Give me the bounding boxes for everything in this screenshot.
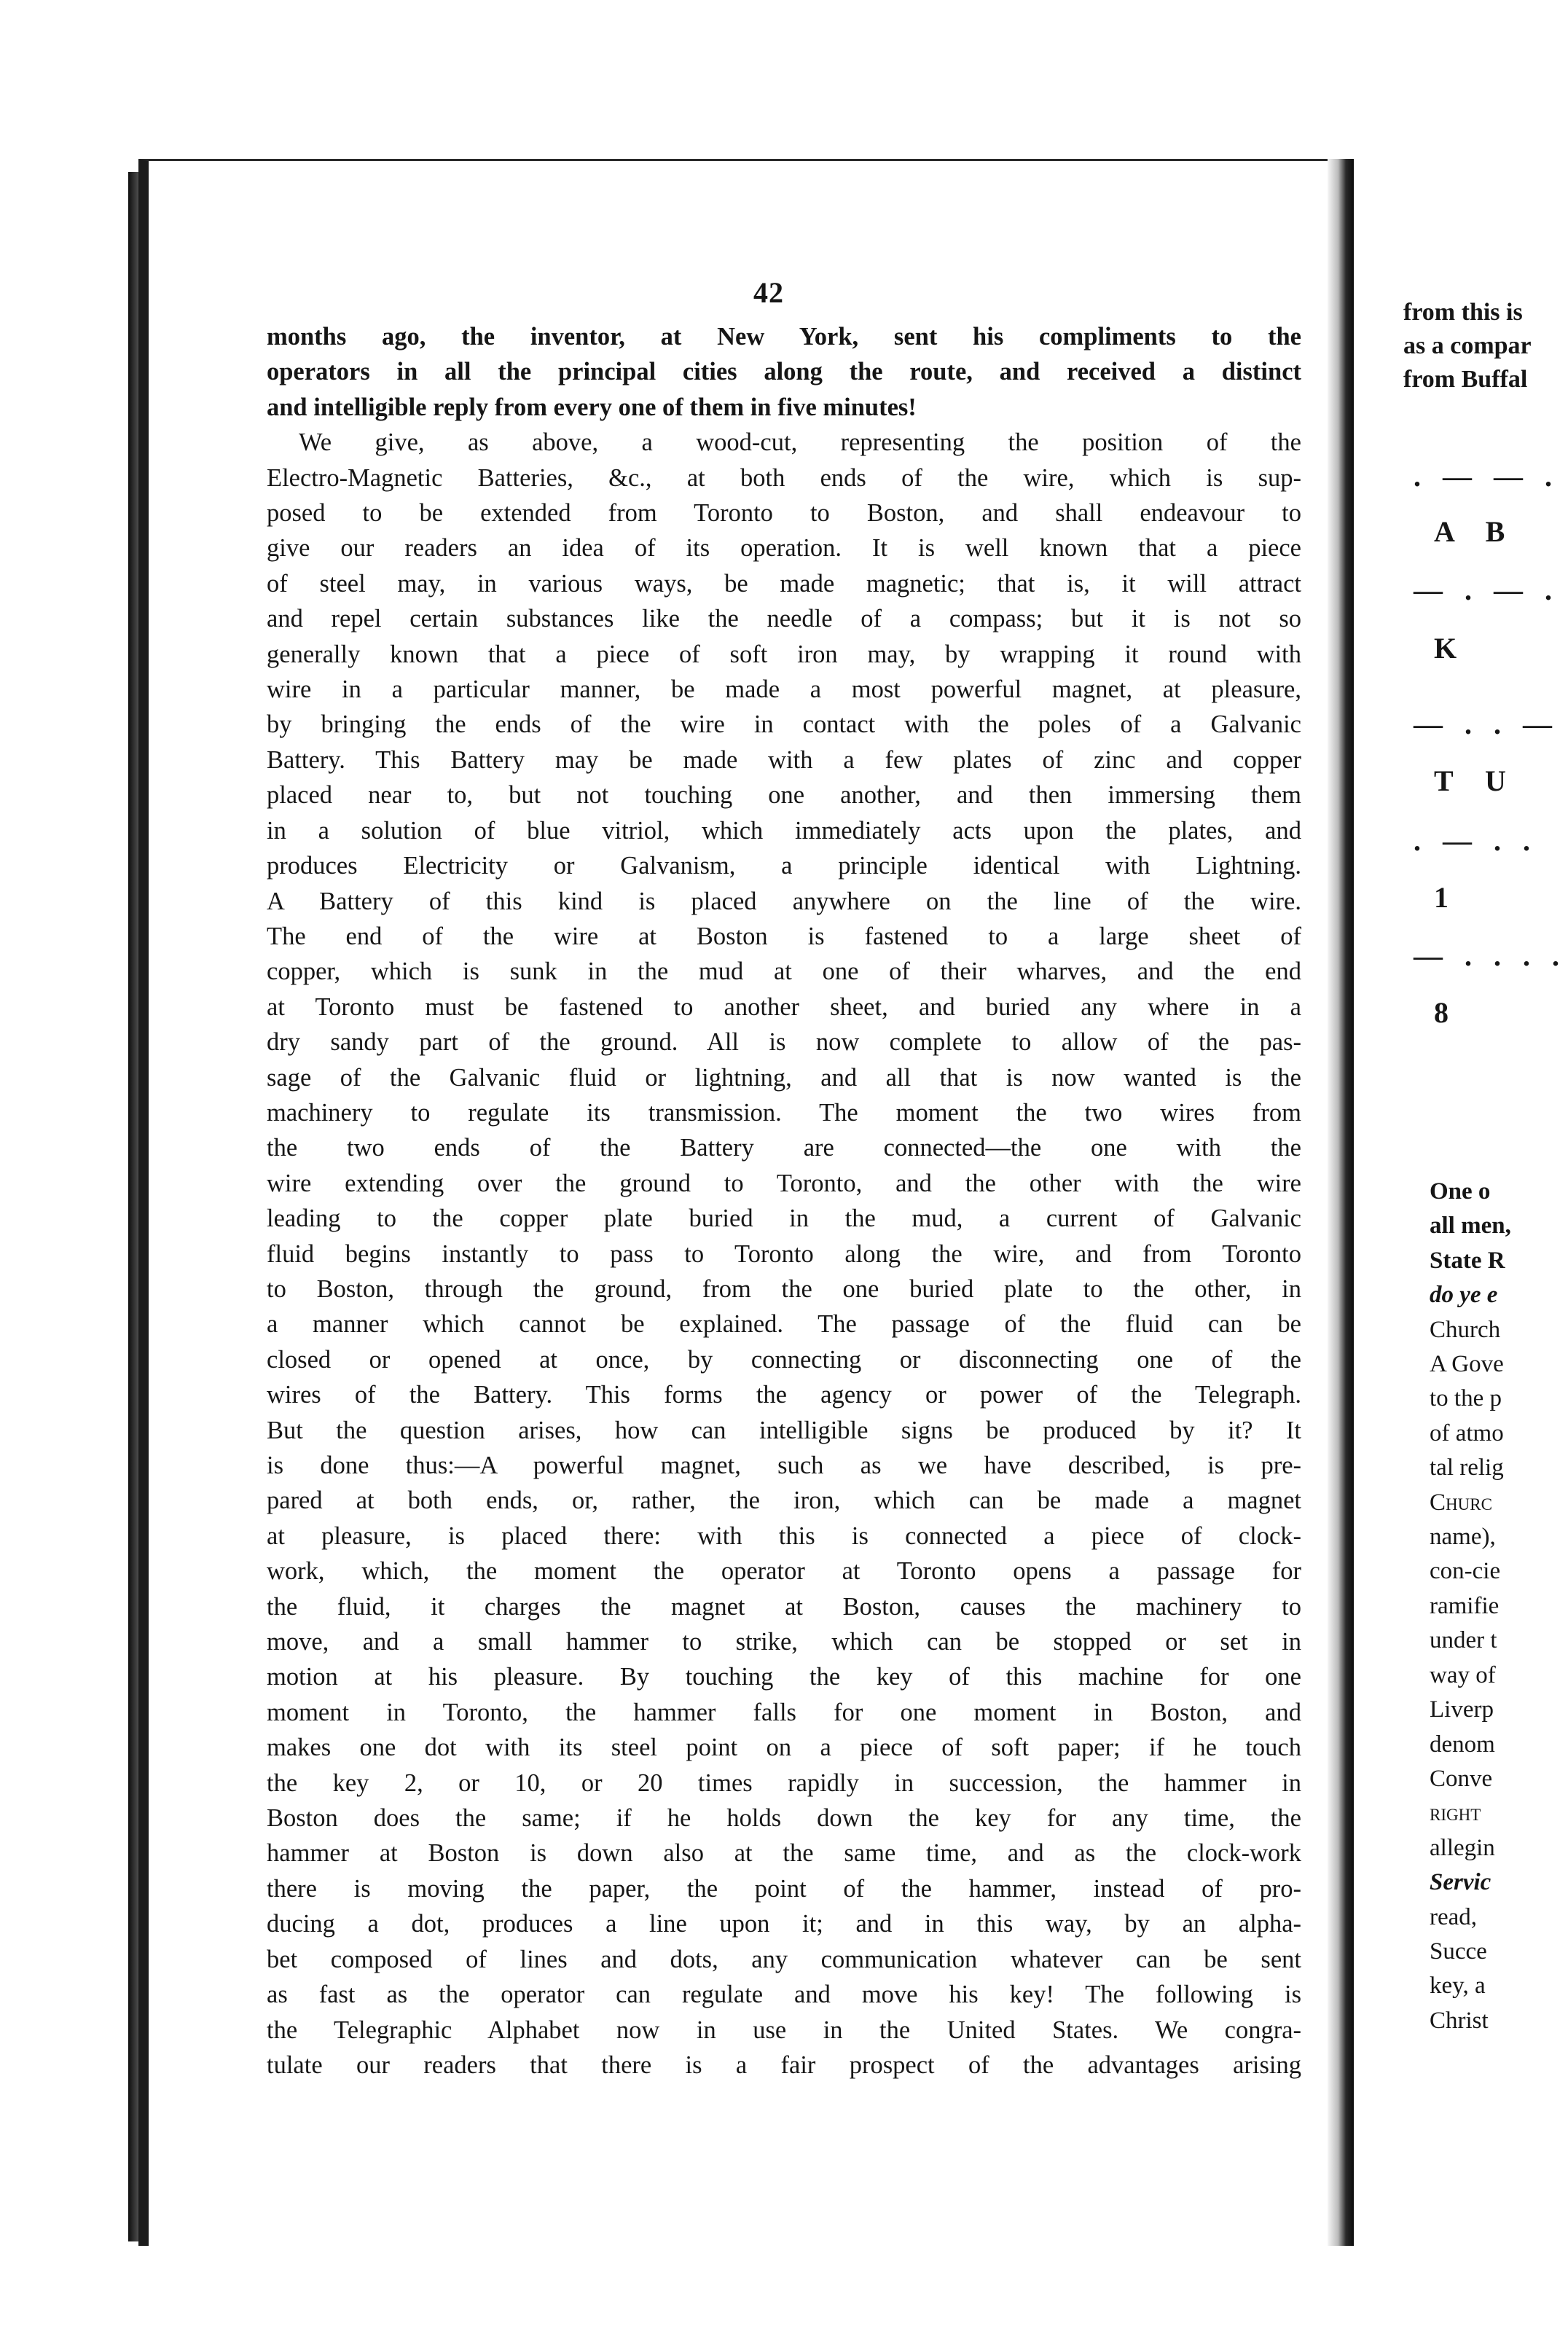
right-body-line: tal relig	[1430, 1454, 1504, 1481]
text-line: The end of the wire at Boston is fastened to a large sheet of	[267, 922, 1301, 950]
text-line: motion at his pleasure. By touching the key of this machine for one	[267, 1663, 1301, 1691]
text-line: to Boston, through the ground, from the one buried plate to the other, in	[267, 1274, 1301, 1303]
right-body-line: to the p	[1430, 1385, 1502, 1412]
text-line: Electro-Magnetic Batteries, &c., at both ends of the wire, which is sup-	[267, 463, 1301, 492]
text-line: makes one dot with its steel point on a piece of soft paper; if he touch	[267, 1734, 1301, 1762]
text-line: in a solution of blue vitriol, which immediately acts upon the plates, and	[267, 816, 1301, 845]
text-line: at Toronto must be fastened to another sheet, and buried any where in a	[267, 992, 1301, 1021]
text-line: wires of the Battery. This forms the agency or power of the Telegraph.	[267, 1381, 1301, 1409]
right-header-line: from Buffal	[1403, 366, 1528, 393]
text-line: at pleasure, is placed there: with this is connected a piece of clock-	[267, 1522, 1301, 1550]
right-body-line: con-cie	[1430, 1558, 1501, 1585]
right-body-line: allegin	[1430, 1834, 1495, 1861]
book-spine-gutter	[1328, 159, 1354, 2246]
right-body-line: right	[1430, 1800, 1481, 1827]
text-line: there is moving the paper, the point of the hammer, instead of pro-	[267, 1874, 1301, 1903]
telegraph-code-marks: — . . . .	[1414, 939, 1567, 972]
telegraph-code-marks: — . — .	[1414, 573, 1559, 606]
text-line: the two ends of the Battery are connected—the one with the	[267, 1134, 1301, 1162]
right-body-line: Christ	[1430, 2007, 1489, 2034]
telegraph-code-marks: — . . —	[1414, 708, 1559, 740]
telegraph-code-letters: K	[1434, 632, 1457, 665]
text-line: A Battery of this kind is placed anywhere on the line of the wire.	[267, 887, 1301, 915]
text-line: and repel certain substances like the needle of a compass; but it is not so	[267, 605, 1301, 633]
text-line: sage of the Galvanic fluid or lightning, and all that is now wanted is the	[267, 1063, 1301, 1092]
text-line: operators in all the principal cities along the route, and received a distinct	[267, 358, 1301, 386]
telegraph-code-letters: T U	[1434, 764, 1506, 797]
right-body-line: do ye e	[1430, 1282, 1498, 1309]
text-line: tulate our readers that there is a fair prospect of the advantages arising	[267, 2051, 1301, 2079]
text-line: a manner which cannot be explained. The passage of the fluid can be	[267, 1310, 1301, 1339]
text-line: copper, which is sunk in the mud at one of their wharves, and the end	[267, 958, 1301, 986]
telegraph-code-marks: . — . .	[1414, 824, 1537, 857]
page-number: 42	[753, 276, 784, 309]
text-line: Battery. This Battery may be made with a few plates of zinc and copper	[267, 745, 1301, 774]
text-line: work, which, the moment the operator at Toronto opens a passage for	[267, 1557, 1301, 1586]
text-line: moment in Toronto, the hammer falls for one moment in Boston, and	[267, 1698, 1301, 1726]
text-line: fluid begins instantly to pass to Toronto along the wire, and from Toronto	[267, 1240, 1301, 1268]
right-body-line: Succe	[1430, 1938, 1487, 1965]
text-line: months ago, the inventor, at New York, sent his compliments to the	[267, 323, 1301, 351]
right-body-line: under t	[1430, 1627, 1497, 1654]
right-body-line: way of	[1430, 1661, 1496, 1688]
right-header-line: from this is	[1403, 299, 1523, 326]
text-line: move, and a small hammer to strike, which can be stopped or set in	[267, 1628, 1301, 1656]
text-line: give our readers an idea of its operation. It is well known that a piece	[267, 534, 1301, 563]
text-line: We give, as above, a wood-cut, representing the position of the	[299, 428, 1301, 457]
text-line: and intelligible reply from every one of them in five minutes!	[267, 393, 917, 421]
telegraph-code-letters: A B	[1434, 515, 1505, 548]
right-body-line: Conve	[1430, 1765, 1493, 1792]
right-page-body-text	[1430, 1175, 1511, 2038]
right-body-line: of atmo	[1430, 1420, 1504, 1446]
text-line: ducing a dot, produces a line upon it; and in this way, by an alpha-	[267, 1910, 1301, 1938]
right-body-line: Churc	[1430, 1489, 1492, 1516]
text-line: the fluid, it charges the magnet at Boston, causes the machinery to	[267, 1592, 1301, 1621]
text-line: by bringing the ends of the wire in contact with the poles of a Galvanic	[267, 710, 1301, 739]
right-body-line: A Gove	[1430, 1351, 1504, 1378]
right-page-header-text	[1403, 296, 1532, 396]
telegraph-code-letters: 1	[1434, 881, 1449, 914]
right-body-line: all men,	[1430, 1213, 1511, 1240]
right-body-line: State R	[1430, 1247, 1505, 1274]
right-body-line: Church	[1430, 1316, 1501, 1343]
text-line: placed near to, but not touching one another, and then immersing them	[267, 781, 1301, 810]
text-line: of steel may, in various ways, be made magnetic; that is, it will attract	[267, 569, 1301, 598]
text-line: bet composed of lines and dots, any communication whatever can be sent	[267, 1945, 1301, 1973]
text-line: posed to be extended from Toronto to Boston, and shall endeavour to	[267, 499, 1301, 528]
text-line: dry sandy part of the ground. All is now complete to allow of the pas-	[267, 1028, 1301, 1057]
right-body-line: key, a	[1430, 1973, 1486, 2000]
text-line: the key 2, or 10, or 20 times rapidly in succession, the hammer in	[267, 1769, 1301, 1797]
right-header-line: as a compar	[1403, 332, 1532, 359]
right-page-fragment	[1354, 159, 1568, 2246]
text-line: Boston does the same; if he holds down the key for any time, the	[267, 1804, 1301, 1833]
text-line: is done thus:—A powerful magnet, such as we have described, is pre-	[267, 1452, 1301, 1479]
telegraph-code-letters: 8	[1434, 996, 1449, 1029]
text-line: wire in a particular manner, be made a most powerful magnet, at pleasure,	[267, 676, 1301, 704]
text-line: generally known that a piece of soft iron may, by wrapping it round with	[267, 640, 1301, 668]
right-body-line: read,	[1430, 1903, 1478, 1930]
text-line: hammer at Boston is down also at the same time, and as the clock-work	[267, 1839, 1301, 1868]
text-line: the Telegraphic Alphabet now in use in the United States. We congra-	[267, 2016, 1301, 2044]
text-line: pared at both ends, or, rather, the iron, which can be made a magnet	[267, 1487, 1301, 1515]
telegraph-code-marks: . — — .	[1414, 460, 1559, 493]
text-line: leading to the copper plate buried in the mud, a current of Galvanic	[267, 1205, 1301, 1233]
text-line: machinery to regulate its transmission. The moment the two wires from	[267, 1098, 1301, 1127]
right-body-line: Servic	[1430, 1869, 1491, 1896]
text-line: as fast as the operator can regulate and move his key! The following is	[267, 1981, 1301, 2009]
right-body-line: denom	[1430, 1731, 1495, 1758]
text-line: produces Electricity or Galvanism, a principle identical with Lightning.	[267, 852, 1301, 880]
text-line: wire extending over the ground to Toronto, and the other with the wire	[267, 1169, 1301, 1197]
article-body	[267, 319, 1301, 2155]
text-line: closed or opened at once, by connecting or disconnecting one of the	[267, 1345, 1301, 1374]
right-body-line: ramifie	[1430, 1592, 1500, 1619]
text-line: But the question arises, how can intelligible signs be produced by it? It	[267, 1416, 1301, 1444]
right-body-line: One o	[1430, 1178, 1491, 1205]
right-body-line: name),	[1430, 1524, 1496, 1551]
right-body-line: Liverp	[1430, 1696, 1494, 1723]
